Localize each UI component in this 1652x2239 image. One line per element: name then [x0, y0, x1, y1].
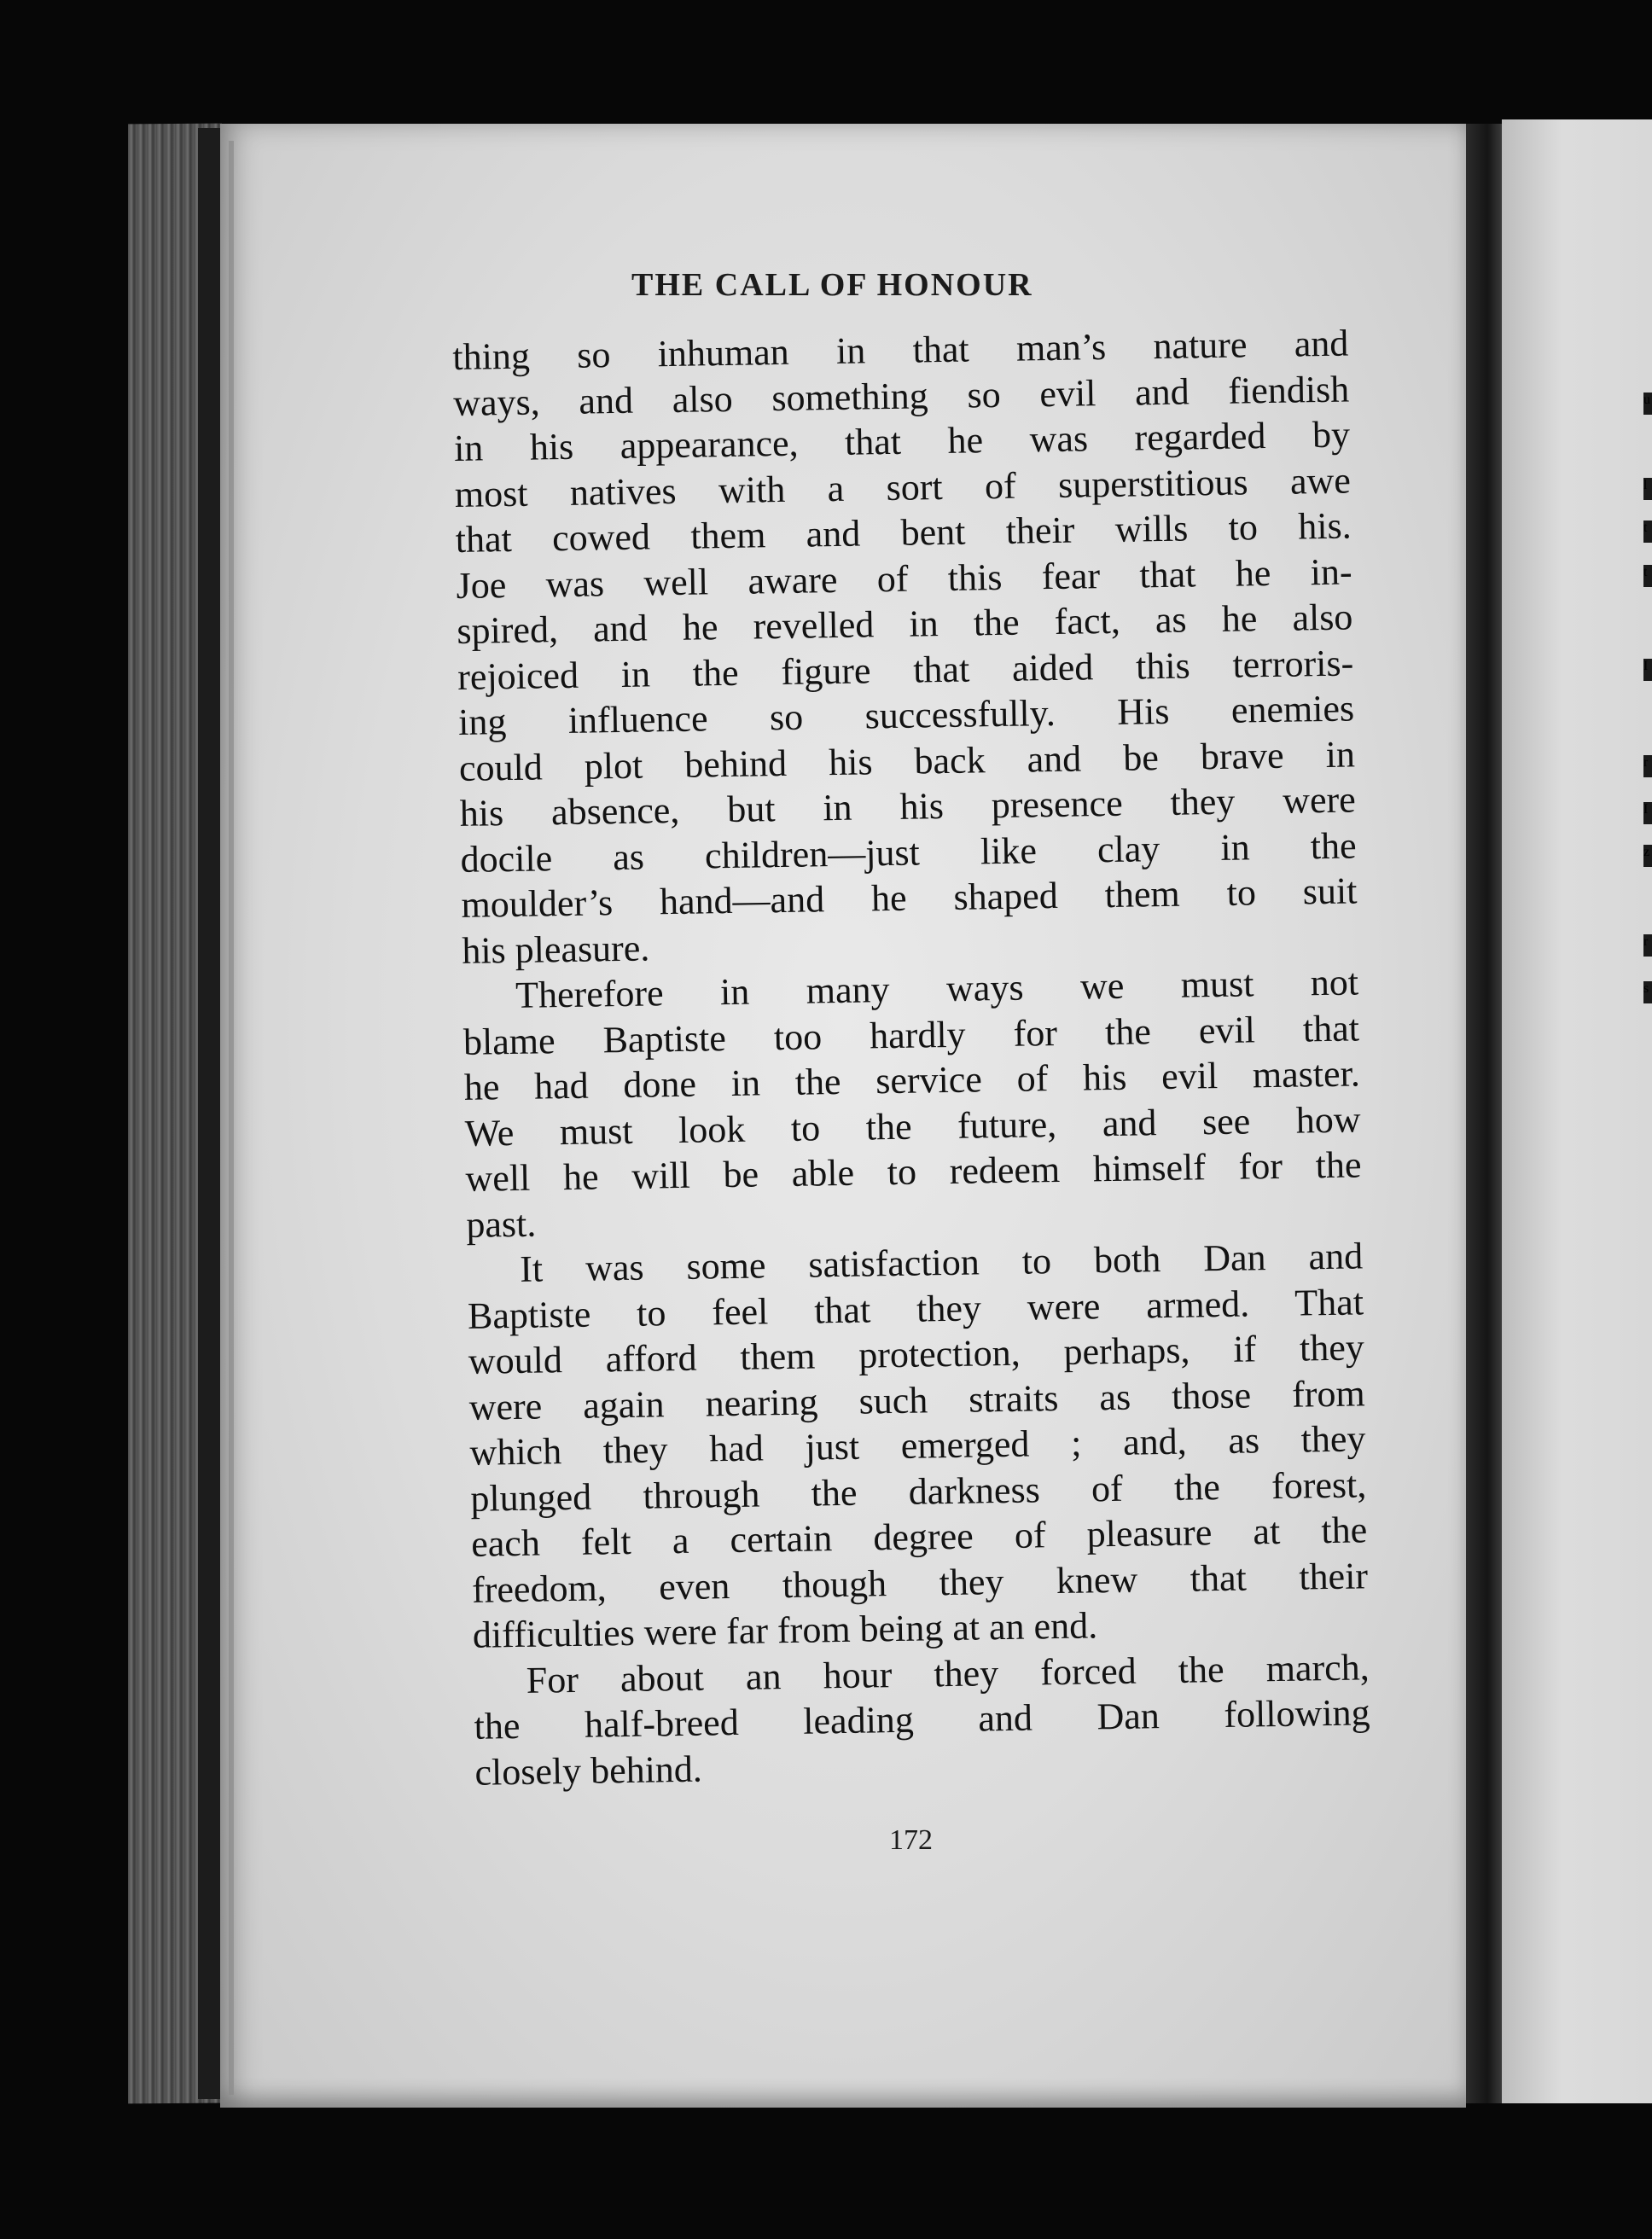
running-head: THE CALL OF HONOUR [631, 267, 1033, 303]
paragraph [462, 959, 1363, 1247]
book-gutter [1466, 124, 1502, 2103]
text-line: Baptiste to feel that they were armed. That [467, 1280, 1364, 1337]
body-text [452, 321, 1371, 1795]
paragraph [452, 321, 1358, 974]
text-line: thing so inhuman in that man’s nature and [452, 322, 1349, 378]
adjacent-page-glyph: s [1643, 981, 1652, 1003]
text-line: It was some satisfaction to both Dan and [519, 1235, 1364, 1290]
text-line: For about an hour they forced the march, [526, 1645, 1370, 1701]
text-line: freedom, even though they knew that their [471, 1554, 1369, 1611]
text-line: We must look to the future, and see how [464, 1097, 1361, 1154]
adjacent-page-fragment [1502, 119, 1652, 2103]
page-number: 172 [889, 1824, 933, 1856]
text-line: rejoiced in the figure that aided this terroris- [457, 641, 1354, 698]
adjacent-page-glyph: l [1643, 478, 1652, 500]
text-line: in his appearance, that he was regarded by [453, 413, 1351, 469]
adjacent-page-glyph: r [1643, 934, 1652, 957]
text-line: plunged through the darkness of the forest, [470, 1463, 1367, 1520]
text-line: docile as children—just like clay in the [460, 823, 1357, 881]
text-line: his absence, but in his presence they were [459, 778, 1357, 835]
text-line: ways, and also something so evil and fiendish [452, 368, 1350, 424]
text-line: most natives with a sort of superstitious awe [454, 458, 1352, 515]
adjacent-page-glyph: u [1643, 393, 1652, 415]
text-line: could plot behind his back and be brave in [458, 732, 1356, 789]
text-line: Therefore in many ways we must not [515, 961, 1359, 1016]
text-line: closely behind. [474, 1748, 703, 1794]
adjacent-page-glyph: I [1643, 802, 1652, 824]
paragraph [473, 1644, 1370, 1795]
text-line: difficulties were far from being at an end. [472, 1604, 1098, 1656]
text-line: each felt a certain degree of pleasure at the [470, 1509, 1368, 1565]
text-line: past. [465, 1202, 537, 1246]
text-line: his pleasure. [461, 926, 650, 972]
text-line: blame Baptiste too hardly for the evil that [462, 1006, 1360, 1063]
adjacent-page-glyph: r [1643, 755, 1652, 777]
text-line: he had done in the service of his evil master. [463, 1052, 1361, 1108]
page-inner-edge [229, 141, 234, 2095]
paragraph [467, 1233, 1369, 1658]
text-line: that cowed them and bent their wills to his. [455, 504, 1352, 561]
text-line: spired, and he revelled in the fact, as he also [457, 596, 1353, 652]
text-line: ing influence so successfully. His enemies [457, 687, 1355, 743]
text-line: moulder’s hand—and he shaped them to suit [461, 869, 1358, 926]
text-line: the half-breed leading and Dan following [474, 1691, 1370, 1748]
text-line: well he will be able to redeem himself for the [465, 1143, 1362, 1200]
text-line: would afford them protection, perhaps, if they [468, 1326, 1365, 1382]
text-line: were again nearing such straits as those from [468, 1371, 1365, 1428]
adjacent-page-glyph: I [1643, 659, 1652, 681]
adjacent-page-glyph: t [1643, 520, 1652, 543]
text-line: Joe was well aware of this fear that he in- [456, 550, 1352, 607]
adjacent-page-glyph: z [1643, 845, 1652, 867]
book-spine-shadow [198, 128, 222, 2099]
adjacent-page-glyph: t [1643, 565, 1652, 587]
text-line: which they had just emerged ; and, as they [469, 1417, 1366, 1474]
